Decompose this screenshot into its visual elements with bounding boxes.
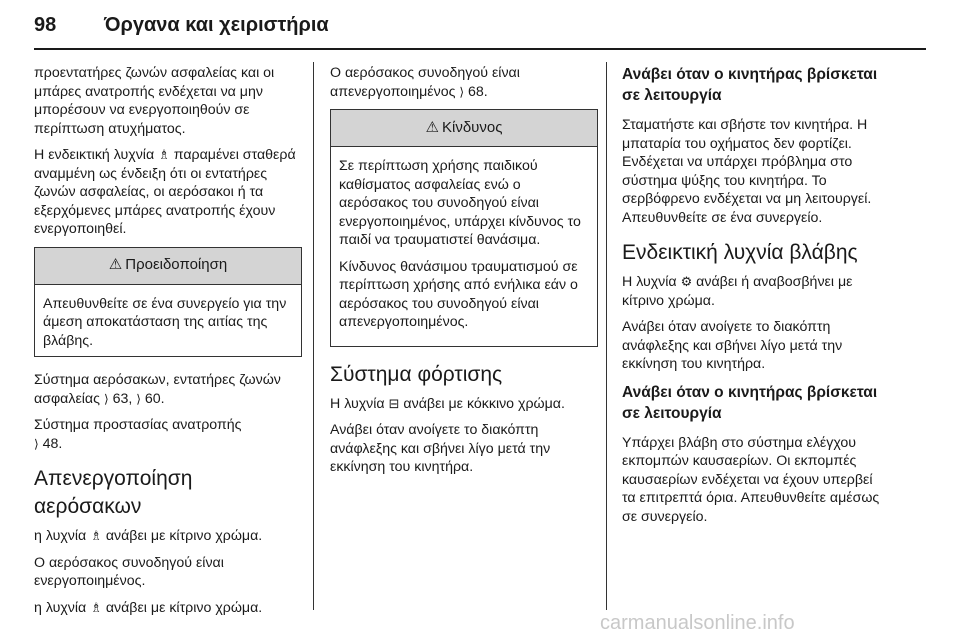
page-ref-link[interactable]: 63,	[112, 390, 133, 407]
paragraph	[330, 395, 598, 414]
paragraph: Σταματήστε και σβήστε τον κινητήρα. Η μπαταρία του οχήματος δεν φορτίζει. Ενδέχεται να υπάρχει πρόβλημα στο σύστημα ψύξης του κινητήρα. Το σερβόφρενο ενδέχεται να μη λειτουργεί. Απευθυνθείτε σε ένα συνεργείο.	[622, 117, 872, 226]
danger-body	[331, 147, 597, 346]
section-heading: Απενεργοποίηση αερόσακων	[34, 467, 193, 518]
column-2	[330, 64, 598, 485]
section-heading: Σύστημα φόρτισης	[330, 362, 503, 386]
page-ref-link[interactable]: 68.	[468, 83, 488, 100]
column-3	[622, 64, 890, 534]
airbag-off-icon: ♗	[90, 528, 102, 543]
paragraph: Ο αερόσακος συνοδηγού είναι ενεργοποιημένος.	[34, 554, 224, 589]
reference-arrow-icon: ⟩	[34, 436, 39, 451]
reference-arrow-icon: ⟩	[136, 391, 141, 406]
text: Σύστημα προστασίας ανατροπής	[34, 417, 242, 433]
paragraph	[34, 416, 302, 453]
reference-arrow-icon: ⟩	[103, 391, 109, 406]
paragraph: Σε περίπτωση χρήσης παιδικού καθίσματος ασφαλείας ενώ ο αερόσακος του συνοδηγού είναι ενεργοποιημένος, υπάρχει κίνδυνος το παιδί να τραυματιστεί θανάσιμα.	[339, 158, 581, 248]
text: ανάβει με κίτρινο χρώμα.	[105, 599, 263, 616]
subheading: Ανάβει όταν ο κινητήρας βρίσκεται σε λειτουργία	[622, 66, 878, 104]
battery-icon: ⊟	[388, 395, 400, 411]
section-heading: Ενδεικτική λυχνία βλάβης	[622, 241, 858, 264]
page-title: Όργανα και χειριστήρια	[104, 14, 329, 36]
text: η λυχνία	[34, 599, 87, 616]
warning-box	[34, 247, 302, 358]
text: παραμένει σταθερά αναμμένη ως ένδειξη ότι οι εντατήρες ζωνών ασφαλείας, οι αερόσακοι ή τα εξερχόμενες μπάρες ανατροπής έχουν ενεργοποιηθεί.	[34, 147, 296, 237]
danger-title: Κίνδυνος	[441, 118, 503, 136]
warning-icon: ⚠	[108, 256, 123, 274]
column-divider	[606, 62, 607, 610]
engine-icon: ⚙	[680, 274, 693, 289]
airbag-on-icon: ♗	[90, 599, 102, 615]
paragraph	[34, 371, 302, 408]
page-number: 98	[34, 14, 57, 36]
text: Η ενδεικτική λυχνία	[34, 147, 155, 163]
text: Η λυχνία	[622, 274, 677, 290]
reference-arrow-icon: ⟩	[459, 84, 465, 99]
text: ανάβει με κόκκινο χρώμα.	[403, 395, 565, 412]
page-header	[34, 6, 926, 46]
paragraph	[34, 599, 302, 618]
warning-header	[35, 248, 301, 285]
text: ανάβει ή αναβοσβήνει με κίτρινο χρώμα.	[622, 274, 853, 309]
paragraph: προεντατήρες ζωνών ασφαλείας και οι μπάρες ανατροπής ενδέχεται να μην μπορέσουν να ενεργοποιηθούν σε περίπτωση ατυχήματος.	[34, 65, 275, 137]
paragraph	[622, 273, 890, 310]
paragraph	[34, 527, 302, 546]
warning-body: Απευθυνθείτε σε ένα συνεργείο για την άμεση αποκατάσταση της αιτίας της βλάβης.	[43, 295, 287, 349]
paragraph: Ανάβει όταν ανοίγετε το διακόπτη ανάφλεξης και σβήνει λίγο μετά την εκκίνηση του κινητήρα.	[622, 319, 843, 372]
danger-header	[331, 110, 597, 147]
column-divider	[313, 62, 314, 610]
warning-icon: ⚠	[425, 118, 439, 136]
page-ref-link[interactable]: 48.	[42, 435, 63, 452]
paragraph	[330, 64, 598, 101]
danger-box	[330, 109, 598, 347]
paragraph: Υπάρχει βλάβη στο σύστημα ελέγχου εκπομπών καυσαερίων. Οι εκπομπές καυσαερίων ενδέχεται να έχουν υπερβεί τα επιτρεπτά όρια. Απευθυνθείτε αμέσως σε συνεργείο.	[622, 434, 880, 525]
page-ref-link[interactable]: 60.	[144, 390, 165, 407]
column-1	[34, 64, 302, 625]
text: Ο αερόσακος συνοδηγού είναι απενεργοποιημένος	[330, 65, 520, 100]
subheading: Ανάβει όταν ο κινητήρας βρίσκεται σε λειτουργία	[622, 383, 878, 422]
paragraph	[34, 146, 302, 239]
text: Η λυχνία	[330, 395, 385, 412]
seatbelt-icon: ♗	[158, 147, 170, 162]
watermark: carmanualsonline.info	[600, 612, 795, 634]
warning-title: Προειδοποίηση	[125, 256, 228, 274]
header-divider	[34, 48, 926, 50]
text: η λυχνία	[34, 528, 87, 544]
text: Σύστημα αερόσακων, εντατήρες ζωνών ασφαλείας	[34, 372, 281, 407]
text: ανάβει με κίτρινο χρώμα.	[105, 528, 263, 544]
paragraph: Κίνδυνος θανάσιμου τραυματισμού σε περίπτωση χρήσης από ενήλικα εάν ο αερόσακος του συνοδηγού είναι απενεργοποιημένος.	[339, 258, 578, 330]
paragraph: Ανάβει όταν ανοίγετε το διακόπτη ανάφλεξης και σβήνει λίγο μετά την εκκίνηση του κινητήρα.	[330, 422, 551, 475]
